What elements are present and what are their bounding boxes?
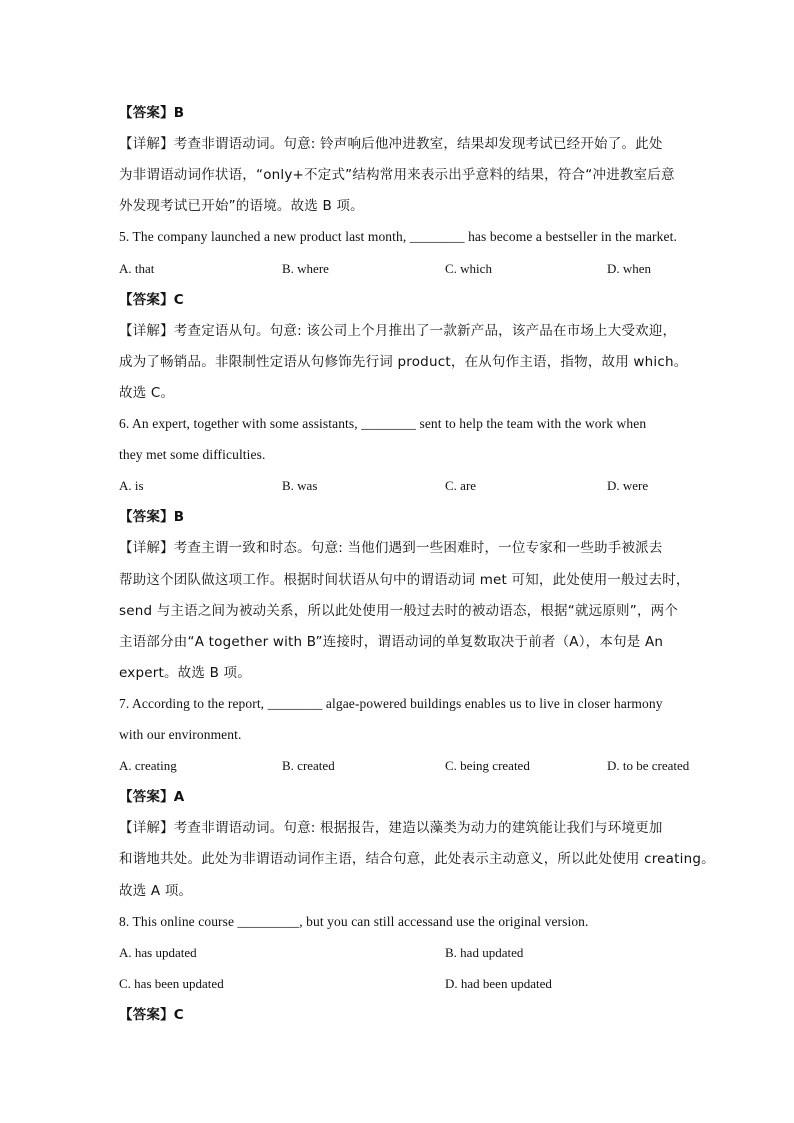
- option-b: B. had updated: [445, 945, 524, 960]
- text-line: 5. The company launched a new product last month, ________ has become a bestseller in the market.: [119, 229, 677, 244]
- option-c: C. are: [445, 478, 477, 493]
- option-a: A. creating: [119, 758, 177, 773]
- option-b: D. had been updated: [445, 976, 552, 991]
- option-b: B. created: [282, 758, 335, 773]
- option-a: C. has been updated: [119, 976, 224, 991]
- text-line: expert。故选 B 项。: [119, 665, 251, 681]
- text-line: 6. An expert, together with some assistants, ________ sent to help the team with the work when: [119, 416, 647, 431]
- option-a: A. has updated: [119, 945, 197, 960]
- option-c: C. being created: [445, 758, 530, 773]
- text-line: 和谐地共处。此处为非谓语动词作主语，结合句意，此处表示主动意义，所以此处使用 creating。: [119, 851, 715, 867]
- text-line: 8. This online course _________, but you can still accessand use the original version.: [119, 914, 589, 929]
- text-line: 【详解】考查定语从句。句意: 该公司上个月推出了一款新产品，该产品在市场上大受欢迎，: [119, 323, 677, 339]
- option-d: D. when: [607, 261, 652, 276]
- text-line: 7. According to the report, ________ algae-powered buildings enables us to live in closer harmony: [119, 696, 663, 711]
- answer-line: 【答案】B: [119, 105, 185, 121]
- answer-line: 【答案】B: [119, 509, 185, 525]
- text-line: 【详解】考查非谓语动词。句意: 根据报告，建造以藻类为动力的建筑能让我们与环境更加: [119, 820, 663, 836]
- text-line: 故选 C。: [119, 385, 175, 401]
- option-d: D. were: [607, 478, 649, 493]
- text-line: they met some difficulties.: [119, 447, 266, 462]
- text-line: 为非谓语动词作状语，“only+不定式”结构常用来表示出乎意料的结果，符合“冲进教室后意: [119, 167, 675, 183]
- text-line: 故选 A 项。: [119, 883, 193, 899]
- option-d: D. to be created: [607, 758, 690, 773]
- option-c: C. which: [445, 261, 492, 276]
- text-line: with our environment.: [119, 727, 242, 742]
- text-line: 【详解】考查非谓语动词。句意: 铃声响后他冲进教室，结果却发现考试已经开始了。此处: [119, 136, 663, 152]
- option-a: A. is: [119, 478, 144, 493]
- option-b: B. where: [282, 261, 329, 276]
- text-line: 帮助这个团队做这项工作。根据时间状语从句中的谓语动词 met 可知，此处使用一般过去时，: [119, 572, 690, 588]
- text-line: 【详解】考查主谓一致和时态。句意: 当他们遇到一些困难时，一位专家和一些助手被派去: [119, 540, 663, 556]
- text-line: 主语部分由“A together with B”连接时，谓语动词的单复数取决于前者（A），本句是 An: [119, 634, 664, 650]
- option-a: A. that: [119, 261, 155, 276]
- option-b: B. was: [282, 478, 318, 493]
- answer-line: 【答案】C: [119, 1007, 184, 1023]
- text-line: 外发现考试已开始”的语境。故选 B 项。: [119, 198, 364, 214]
- answer-line: 【答案】C: [119, 292, 184, 308]
- answer-line: 【答案】A: [119, 789, 185, 805]
- text-line: send 与主语之间为被动关系，所以此处使用一般过去时的被动语态，根据“就远原则”，两个: [119, 603, 679, 619]
- text-line: 成为了畅销品。非限制性定语从句修饰先行词 product，在从句作主语，指物，故用 which。: [119, 354, 688, 370]
